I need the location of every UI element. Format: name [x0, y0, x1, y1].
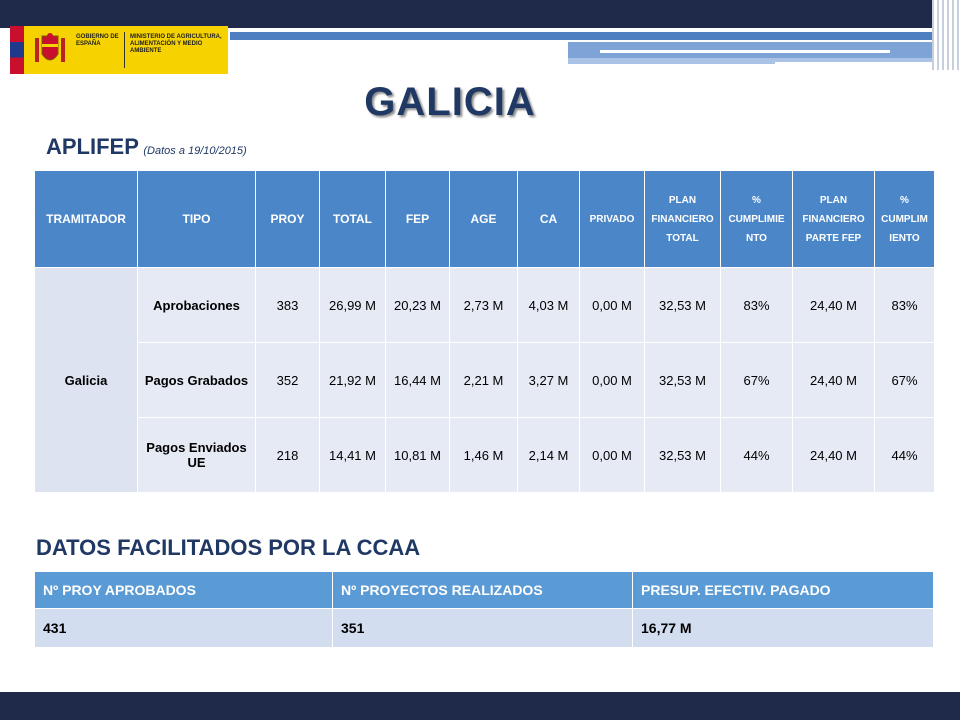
- logo-government-text: GOBIERNO DE ESPAÑA: [76, 34, 119, 47]
- table-row: [35, 418, 935, 493]
- tipo-cell: Pagos Enviados UE: [138, 418, 256, 493]
- bottom-dark-bar: [0, 692, 960, 720]
- header-cell: PLAN FINANCIERO PARTE FEP: [793, 171, 875, 268]
- table-cell: 10,81 M: [386, 418, 450, 493]
- subtitle-note: (Datos a 19/10/2015): [143, 145, 247, 157]
- table-cell: 24,40 M: [793, 418, 875, 493]
- table-cell: 83%: [875, 268, 935, 343]
- table-cell: 83%: [721, 268, 793, 343]
- table-cell: 2,14 M: [518, 418, 580, 493]
- tipo-cell: Aprobaciones: [138, 268, 256, 343]
- subtitle-main: APLIFEP: [46, 134, 139, 159]
- logo-ministry-text: MINISTERIO DE AGRICULTURA, ALIMENTACIÓN Y MEDIO AMBIENTE: [130, 34, 222, 54]
- table-cell: 32,53 M: [645, 343, 721, 418]
- table-row: [35, 609, 934, 648]
- header-cell: PRESUP. EFECTIV. PAGADO: [633, 572, 934, 609]
- header-cell: TRAMITADOR: [35, 171, 138, 268]
- table-cell: 24,40 M: [793, 268, 875, 343]
- header-cell: AGE: [450, 171, 518, 268]
- header-cell: PRIVADO: [580, 171, 645, 268]
- table-header-row: [35, 171, 935, 268]
- table-cell: 24,40 M: [793, 343, 875, 418]
- decorative-lines: [932, 0, 960, 70]
- top-blue-stripe: [230, 32, 940, 40]
- ministry-logo: [10, 26, 228, 74]
- table-cell: 0,00 M: [580, 268, 645, 343]
- header-cell: CA: [518, 171, 580, 268]
- white-line-2: [775, 62, 940, 65]
- table-cell: 20,23 M: [386, 268, 450, 343]
- table-cell: 0,00 M: [580, 418, 645, 493]
- table-cell: 3,27 M: [518, 343, 580, 418]
- header-cell: Nº PROYECTOS REALIZADOS: [333, 572, 633, 609]
- section-title: DATOS FACILITADOS POR LA CCAA: [36, 535, 421, 560]
- subtitle: [46, 134, 247, 160]
- table-cell: 44%: [721, 418, 793, 493]
- header-cell: % CUMPLIMIE NTO: [721, 171, 793, 268]
- header-cell: PROY: [256, 171, 320, 268]
- logo-separator: [124, 32, 125, 68]
- table-cell: 67%: [721, 343, 793, 418]
- table-cell: 32,53 M: [645, 268, 721, 343]
- header-cell: FEP: [386, 171, 450, 268]
- tipo-cell: Pagos Grabados: [138, 343, 256, 418]
- table-cell: 21,92 M: [320, 343, 386, 418]
- table-cell: 1,46 M: [450, 418, 518, 493]
- aplifep-table: [34, 170, 935, 493]
- table-row: [35, 268, 935, 343]
- table-cell: 218: [256, 418, 320, 493]
- table-cell: 32,53 M: [645, 418, 721, 493]
- table-cell: 16,77 M: [633, 609, 934, 648]
- table-cell: 44%: [875, 418, 935, 493]
- table-cell: 0,00 M: [580, 343, 645, 418]
- header-cell: TIPO: [138, 171, 256, 268]
- table-cell: 352: [256, 343, 320, 418]
- header-cell: Nº PROY APROBADOS: [35, 572, 333, 609]
- table-cell: 351: [333, 609, 633, 648]
- table-cell: 2,21 M: [450, 343, 518, 418]
- table-cell: 67%: [875, 343, 935, 418]
- table-cell: 26,99 M: [320, 268, 386, 343]
- tramitador-cell: Galicia: [35, 268, 138, 493]
- table-row: [35, 343, 935, 418]
- table-cell: 431: [35, 609, 333, 648]
- table-cell: 4,03 M: [518, 268, 580, 343]
- table-cell: 2,73 M: [450, 268, 518, 343]
- coat-of-arms-icon: [32, 32, 68, 68]
- flag-stripe: [10, 26, 24, 74]
- header-cell: % CUMPLIM IENTO: [875, 171, 935, 268]
- white-line: [600, 50, 890, 53]
- header-cell: TOTAL: [320, 171, 386, 268]
- table-cell: 16,44 M: [386, 343, 450, 418]
- top-dark-bar: [0, 0, 960, 28]
- header-cell: PLAN FINANCIERO TOTAL: [645, 171, 721, 268]
- table-cell: 14,41 M: [320, 418, 386, 493]
- ccaa-header-row: [35, 572, 934, 609]
- ccaa-table: [34, 571, 934, 648]
- table-cell: 383: [256, 268, 320, 343]
- page-title: GALICIA: [364, 80, 536, 124]
